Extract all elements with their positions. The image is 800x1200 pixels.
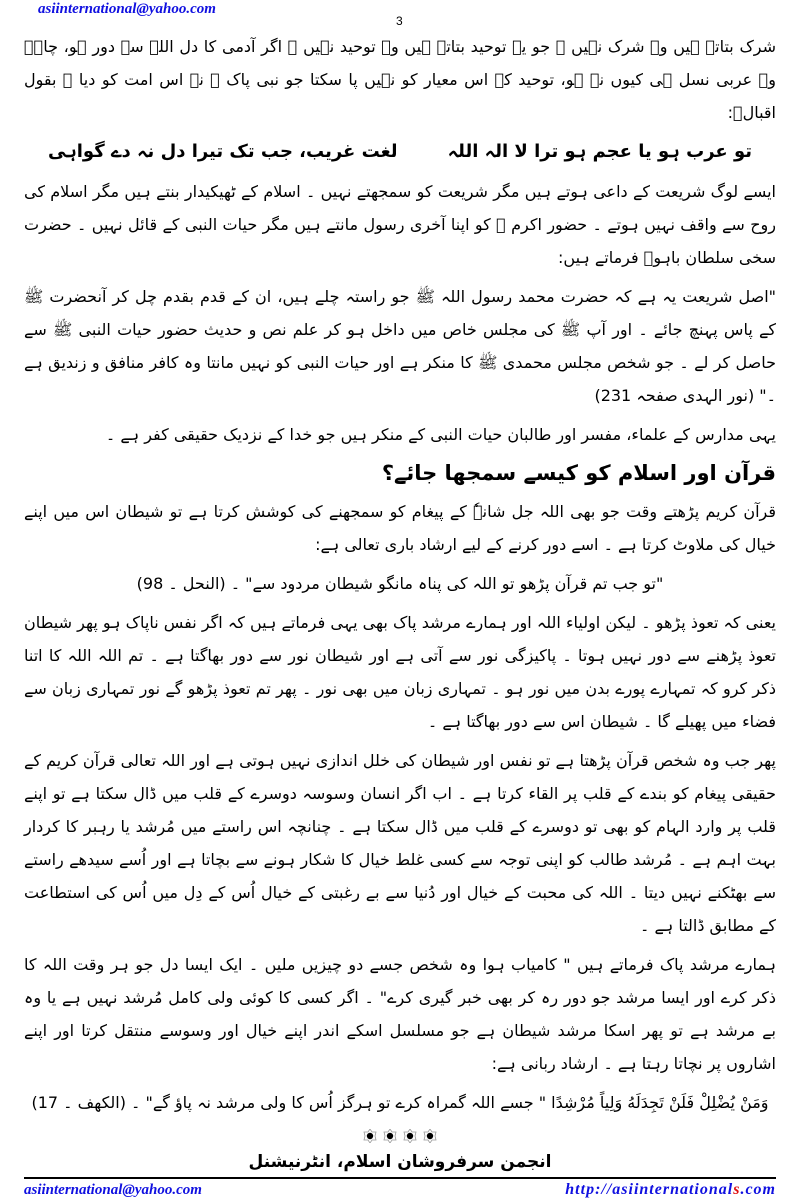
- footer-links: [24, 1181, 776, 1199]
- paragraph-6: یعنی کہ تعوذ پڑھو ۔ لیکن اولیاء اللہ اور ہمارے مرشد پاک بھی یہی فرماتے ہیں کہ اگر نفس ناپاک ہو پھر شیطان تعوذ پڑھنے سے دور نہیں ہوتا ۔ پاکیزگی نور سے آتی ہے اور شیطان نور سے دور بھاگتا ہے ۔ تم اللہ اللہ کا اتنا ذکر کرو کہ تمہارے پورے بدن میں نور ہو ۔ تمہاری زبان میں بھی نور ۔ پھر تم تعوذ پڑھو گے نور تمہاری زبان سے فضاء میں پھیلے گا ۔ شیطان اس سے دور بھاگتا ہے ۔: [24, 613, 776, 731]
- iqbal-couplet: [24, 137, 776, 167]
- star-ornament-icon: [363, 1129, 377, 1143]
- footer-website-link[interactable]: [565, 1181, 776, 1199]
- url-accent-letter: s: [733, 1181, 741, 1198]
- paragraph-2: ایسے لوگ شریعت کے داعی ہوتے ہیں مگر شریعت کو سمجھتے نہیں ۔ اسلام کے ٹھیکیدار بنتے ہیں مگر اسلام کی روح سے واقف نہیں ہوتے ۔ حضور اکرم ﷺ کو اپنا آخری رسول مانتے ہیں مگر حیات النبی کے قائل نہیں ۔ حضرت سخی سلطان باہوؒ فرماتے ہیں:: [24, 182, 776, 267]
- couplet-second-hemistich: لغت غریب، جب تک تیرا دل نہ دے گواہی: [48, 141, 398, 162]
- star-ornament-icon: [423, 1129, 437, 1143]
- section-heading: قرآن اور اسلام کو کیسے سمجھا جائے؟: [381, 461, 776, 485]
- paragraph-8: ہمارے مرشد پاک فرماتے ہیں " کامیاب ہوا وہ شخص جسے دو چیزیں ملیں ۔ ایک ایسا دل جو ہر وقت اللہ کا ذکر کرے اور ایسا مرشد جو دور رہ کر بھی خبر گیری کرے" ۔ اگر کسی کا کوئی ولی کامل مُرشد نہیں ہے یا وہ بے مرشد ہے تو پھر اسکا مرشد شیطان ہے جو مسلسل اسکے اندر اپنے خیال اور وسوسے منتقل کرتا اور اپنے اشاروں پر نچاتا رہتا ہے ۔ ارشاد ربانی ہے:: [24, 955, 776, 1073]
- paragraph-5: قرآن کریم پڑھتے وقت جو بھی اللہ جل شانہٗ کے پیغام کو سمجھنے کی کوشش کرتا ہے تو شیطان اس میں اپنے خیال کی ملاوٹ کرتا ہے ۔ اسے دور کرنے کے لیے ارشاد باری تعالی ہے:: [24, 502, 776, 554]
- couplet-first-hemistich: تو عرب ہو یا عجم ہو ترا لا الہ اللہ: [447, 141, 752, 162]
- header-email-link[interactable]: asiinternational@yahoo.com: [38, 1, 216, 17]
- paragraph-3-quote: "اصل شریعت یہ ہے کہ حضرت محمد رسول اللہ ﷺ جو راستہ چلے ہیں، ان کے قدم بقدم چل کر آنحضرت ﷺ کے پاس پہنچ جائے ۔ اور آپ ﷺ کی مجلس خاص میں داخل ہو کر علم نص و حدیث حضور حیات النبی ﷺ سے حاصل کر لے ۔ جو شخص مجلس محمدی ﷺ کا منکر ہے اور حیات النبی کو نہیں مانتا وہ کافر منافق و زندیق ہے ۔" (نور الہدی صفحہ 231): [24, 287, 777, 405]
- document-body: [24, 30, 776, 1199]
- organization-name: انجمن سرفروشان اسلام، انٹرنیشنل: [248, 1152, 552, 1172]
- footer-divider: [24, 1177, 776, 1179]
- star-ornament-icon: [383, 1129, 397, 1143]
- page-number: 3: [396, 14, 403, 28]
- quote-kahf: وَمَنْ يُضْلِلْ فَلَنْ تَجِدَلَهُ وَلِياً مُرْشِدًا " جسے اللہ گمراہ کرے تو ہرگز اُس کا ولی مرشد نہ پاؤ گے" ۔ (الکھف ۔ 17): [31, 1093, 769, 1112]
- ornament-divider: [24, 1129, 776, 1143]
- paragraph-1: شرک بتاتے ہیں وہ شرک نہیں ۔ جو یہ توحید بتاتے ہیں وہ توحید نہیں ۔ اگر آدمی کا دل اللہ سے دور ہو، چاہے وہ عربی نسل ہی کیوں نہ ہو، توحید کے اس معیار کو نہیں پا سکتا جو نبی پاک ﷺ نے اس امت کو دیا ۔ بقول اقبالؒ:: [24, 37, 776, 122]
- footer-email-link[interactable]: asiinternational@yahoo.com: [24, 1182, 202, 1198]
- url-prefix: http://asiinternational: [565, 1181, 734, 1198]
- paragraph-4: یہی مدارس کے علماء، مفسر اور طالبان حیات النبی کے منکر ہیں جو خدا کے نزدیک حقیقی کفر ہے ۔: [105, 425, 776, 444]
- star-ornament-icon: [403, 1129, 417, 1143]
- url-suffix: .com: [740, 1181, 776, 1198]
- paragraph-7: پھر جب وہ شخص قرآن پڑھتا ہے تو نفس اور شیطان کی خلل اندازی نہیں ہوتی ہے اور اللہ تعالی قرآن کریم کے حقیقی پیغام کو بندے کے قلب پر القاء کرتا ہے ۔ اب اگر انسان وسوسہ دوسرے کے قلب میں ڈال سکتا ہے تو اپنے قلب پر وارد الہام کو بھی تو دوسرے کے قلب میں ڈال سکتا ہے ۔ چنانچہ اس راستے میں مُرشد یا رہبر کا کردار بہت اہم ہے ۔ مُرشد طالب کو اپنی توجہ سے کسی غلط خیال کا شکار ہونے سے بچاتا ہے اور اُسے سیدھے راستے سے بھٹکنے نہیں دیتا ۔ اللہ کی محبت کے خیال اور دُنیا سے بے رغبتی کے خیال اُس کے دِل میں اُس کی استطاعت کے مطابق ڈالتا ہے ۔: [24, 751, 776, 935]
- quote-nahl: "تو جب تم قرآن پڑھو تو اللہ کی پناہ مانگو شیطان مردود سے" ۔ (النحل ۔ 98): [136, 574, 664, 593]
